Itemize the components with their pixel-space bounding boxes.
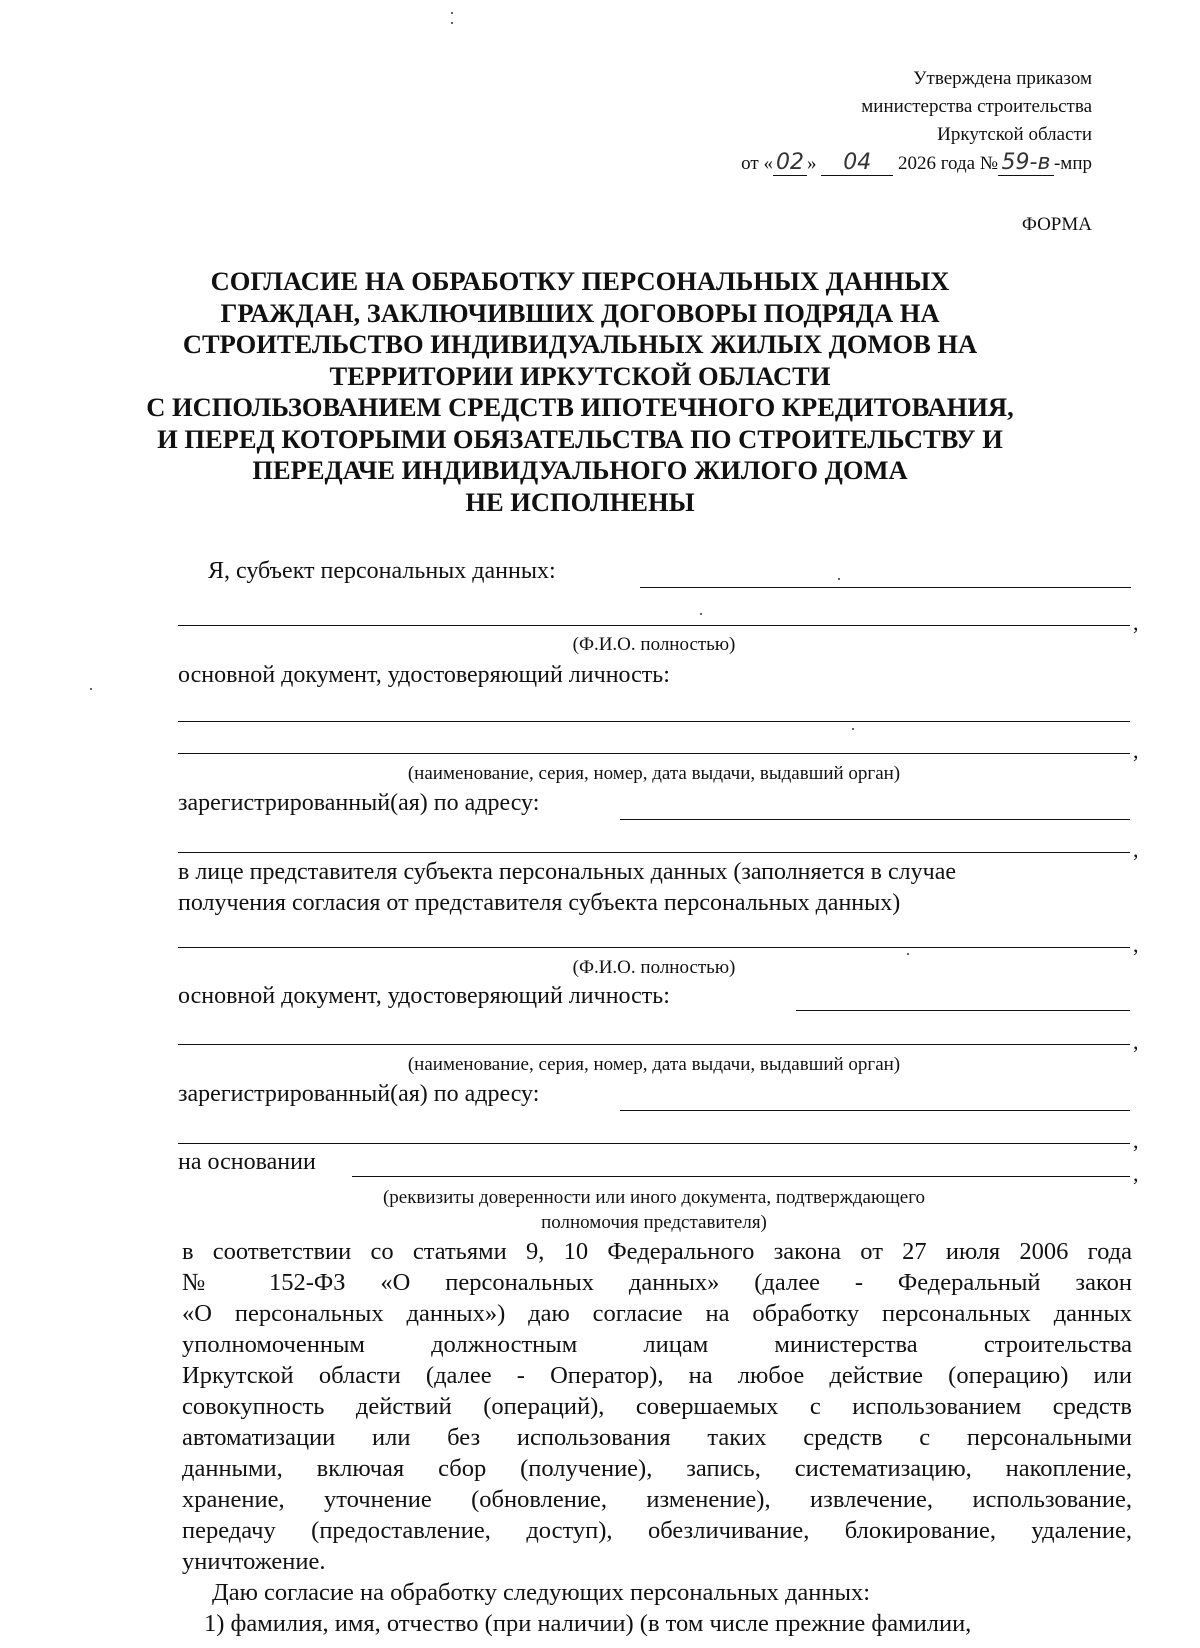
day-handwritten: 02 — [775, 150, 804, 175]
year-text: 2026 года № — [897, 153, 998, 174]
consent-line: в соответствии со статьями 9, 10 Федерального закона от 27 июля 2006 года — [182, 1238, 1132, 1265]
doc-field-2[interactable] — [178, 753, 1130, 754]
form-label: ФОРМА — [1021, 214, 1092, 235]
comma: , — [1133, 610, 1139, 635]
scan-speck — [907, 953, 909, 955]
approval-date-line — [741, 150, 1092, 176]
consent-line: хранение, уточнение (обновление, изменение), извлечение, использование, — [182, 1486, 1132, 1513]
rep-address-field-2[interactable] — [178, 1143, 1130, 1144]
order-number-handwritten: 59-в — [1001, 150, 1051, 175]
doc-caption: (наименование, серия, номер, дата выдачи, выдавший орган) — [407, 763, 901, 784]
month-handwritten: 04 — [843, 150, 872, 175]
basis-caption-2: полномочия представителя) — [541, 1212, 767, 1233]
comma: , — [1133, 1029, 1139, 1054]
consent-line: автоматизации или без использования таких средств с персональными — [182, 1424, 1132, 1451]
comma: , — [1133, 738, 1139, 763]
comma: , — [1133, 932, 1139, 957]
address-field-1[interactable] — [620, 819, 1130, 820]
title-line: ПЕРЕДАЧЕ ИНДИВИДУАЛЬНОГО ЖИЛОГО ДОМА — [252, 455, 908, 485]
consent-line: совокупность действий (операций), совершаемых с использованием средств — [182, 1393, 1132, 1420]
scan-speck — [90, 688, 92, 690]
consent-line: передачу (предоставление, доступ), обезличивание, блокирование, удаление, — [182, 1517, 1132, 1544]
comma: , — [1133, 1161, 1139, 1186]
rep-doc-field-2[interactable] — [178, 1044, 1130, 1045]
rep-doc-caption: (наименование, серия, номер, дата выдачи, выдавший орган) — [407, 1054, 901, 1075]
rep-doc-field-1[interactable] — [796, 1010, 1130, 1011]
rep-doc-label: основной документ, удостоверяющий личность: — [178, 983, 670, 1009]
consent-line: Иркутской области (далее - Оператор), на любое действие (операцию) или — [182, 1362, 1132, 1389]
basis-field[interactable] — [352, 1176, 1130, 1177]
scan-speck — [838, 578, 840, 580]
scan-speck — [852, 728, 854, 730]
fio-caption: (Ф.И.О. полностью) — [572, 634, 736, 655]
representative-text-line-1: в лице представителя субъекта персональных данных (заполняется в случае — [178, 859, 957, 885]
rep-fio-caption: (Ф.И.О. полностью) — [572, 957, 736, 978]
scan-speck — [451, 22, 453, 24]
basis-caption-1: (реквизиты доверенности или иного документа, подтверждающего — [382, 1187, 926, 1208]
consent-line: уполномоченным должностным лицам министерства строительства — [182, 1331, 1132, 1358]
scan-speck — [451, 12, 453, 14]
scan-speck — [700, 613, 702, 615]
title-line: СТРОИТЕЛЬСТВО ИНДИВИДУАЛЬНЫХ ЖИЛЫХ ДОМОВ НА — [182, 329, 978, 359]
date-prefix: от « — [741, 153, 773, 174]
title-line: СОГЛАСИЕ НА ОБРАБОТКУ ПЕРСОНАЛЬНЫХ ДАННЫХ — [210, 266, 950, 296]
title-line: ТЕРРИТОРИИ ИРКУТСКОЙ ОБЛАСТИ — [329, 360, 831, 391]
comma: , — [1133, 837, 1139, 862]
subject-fio-field[interactable] — [640, 587, 1131, 588]
order-suffix: -мпр — [1053, 153, 1092, 174]
title-line: С ИСПОЛЬЗОВАНИЕМ СРЕДСТВ ИПОТЕЧНОГО КРЕДИТОВАНИЯ, — [146, 392, 1014, 422]
basis-label: на основании — [178, 1149, 316, 1175]
rep-address-label: зарегистрированный(ая) по адресу: — [178, 1081, 540, 1107]
rep-address-field-1[interactable] — [620, 1110, 1130, 1111]
day-close: » — [806, 153, 817, 174]
subject-fio-field-2[interactable] — [178, 625, 1130, 626]
consent-line: уничтожение. — [182, 1548, 326, 1575]
title-line: ГРАЖДАН, ЗАКЛЮЧИВШИХ ДОГОВОРЫ ПОДРЯДА НА — [220, 297, 940, 328]
consent-paragraph — [182, 1236, 1132, 1577]
approval-line-1: Утверждена приказом — [913, 68, 1092, 89]
approval-line-3: Иркутской области — [937, 124, 1092, 145]
subject-label: Я, субъект персональных данных: — [208, 558, 556, 584]
title-line: И ПЕРЕД КОТОРЫМИ ОБЯЗАТЕЛЬСТВА ПО СТРОИТЕЛЬСТВУ И — [157, 423, 1003, 454]
list-item-1: 1) фамилия, имя, отчество (при наличии) (в том числе прежние фамилии, — [204, 1610, 972, 1637]
rep-fio-field[interactable] — [178, 947, 1130, 948]
approval-line-2: министерства строительства — [861, 96, 1092, 117]
consent-line: данными, включая сбор (получение), запись, систематизацию, накопление, — [182, 1455, 1132, 1482]
title-line: НЕ ИСПОЛНЕНЫ — [465, 486, 695, 517]
consent-intro: Даю согласие на обработку следующих персональных данных: — [212, 1579, 871, 1606]
doc-label: основной документ, удостоверяющий личность: — [178, 662, 670, 688]
doc-field-1[interactable] — [178, 721, 1130, 722]
representative-text-line-2: получения согласия от представителя субъекта персональных данных) — [178, 890, 901, 916]
address-label: зарегистрированный(ая) по адресу: — [178, 790, 540, 816]
consent-line: «О персональных данных») даю согласие на обработку персональных данных — [182, 1300, 1132, 1327]
consent-line: № 152-ФЗ «О персональных данных» (далее - Федеральный закон — [182, 1269, 1132, 1296]
address-field-2[interactable] — [178, 852, 1130, 853]
document-title — [130, 266, 1030, 518]
comma: , — [1133, 1128, 1139, 1153]
